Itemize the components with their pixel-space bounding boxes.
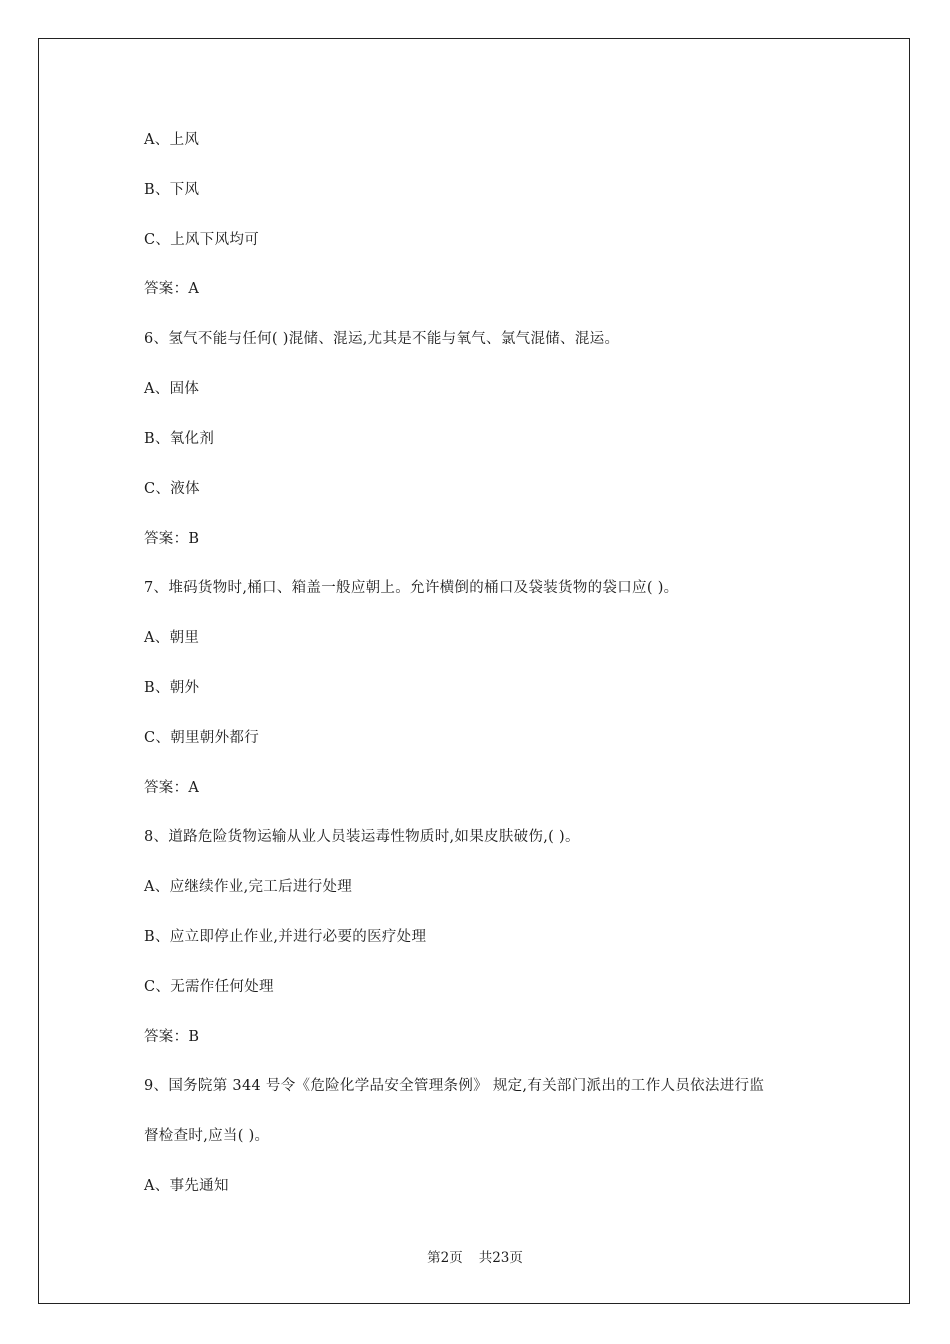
option-b-q7: B、朝外	[144, 680, 200, 696]
question-8: 8、道路危险货物运输从业人员装运毒性物质时,如果皮肤破伤,( )。	[144, 829, 580, 845]
question-9-line-2: 督检查时,应当( )。	[144, 1128, 270, 1144]
answer-q7: 答案：A	[144, 780, 200, 796]
option-b-q5: B、下风	[144, 182, 200, 198]
option-c-q6: C、液体	[144, 481, 200, 497]
option-b-q8: B、应立即停止作业,并进行必要的医疗处理	[144, 929, 427, 945]
question-9-line-1: 9、国务院第 344 号令《危险化学品安全管理条例》 规定,有关部门派出的工作人员依法进行监	[144, 1078, 765, 1094]
option-b-q6: B、氧化剂	[144, 431, 215, 447]
page-number: 第2页	[427, 1250, 463, 1266]
option-a-q9: A、事先通知	[144, 1178, 229, 1194]
answer-q5: 答案：A	[144, 281, 200, 297]
option-c-q5: C、上风下风均可	[144, 232, 259, 248]
question-7: 7、堆码货物时,桶口、箱盖一般应朝上。允许横倒的桶口及袋装货物的袋口应( )。	[144, 580, 679, 596]
option-c-q8: C、无需作任何处理	[144, 979, 274, 995]
answer-q8: 答案：B	[144, 1029, 200, 1045]
page-footer	[0, 1248, 950, 1268]
page-total: 共23页	[478, 1250, 523, 1266]
page-border	[38, 38, 910, 1304]
question-6: 6、氢气不能与任何( )混储、混运,尤其是不能与氧气、氯气混储、混运。	[144, 331, 620, 347]
option-a-q8: A、应继续作业,完工后进行处理	[144, 879, 353, 895]
option-a-q5: A、上风	[144, 132, 200, 148]
option-a-q7: A、朝里	[144, 630, 200, 646]
option-a-q6: A、固体	[144, 381, 200, 397]
option-c-q7: C、朝里朝外都行	[144, 730, 259, 746]
answer-q6: 答案：B	[144, 531, 200, 547]
